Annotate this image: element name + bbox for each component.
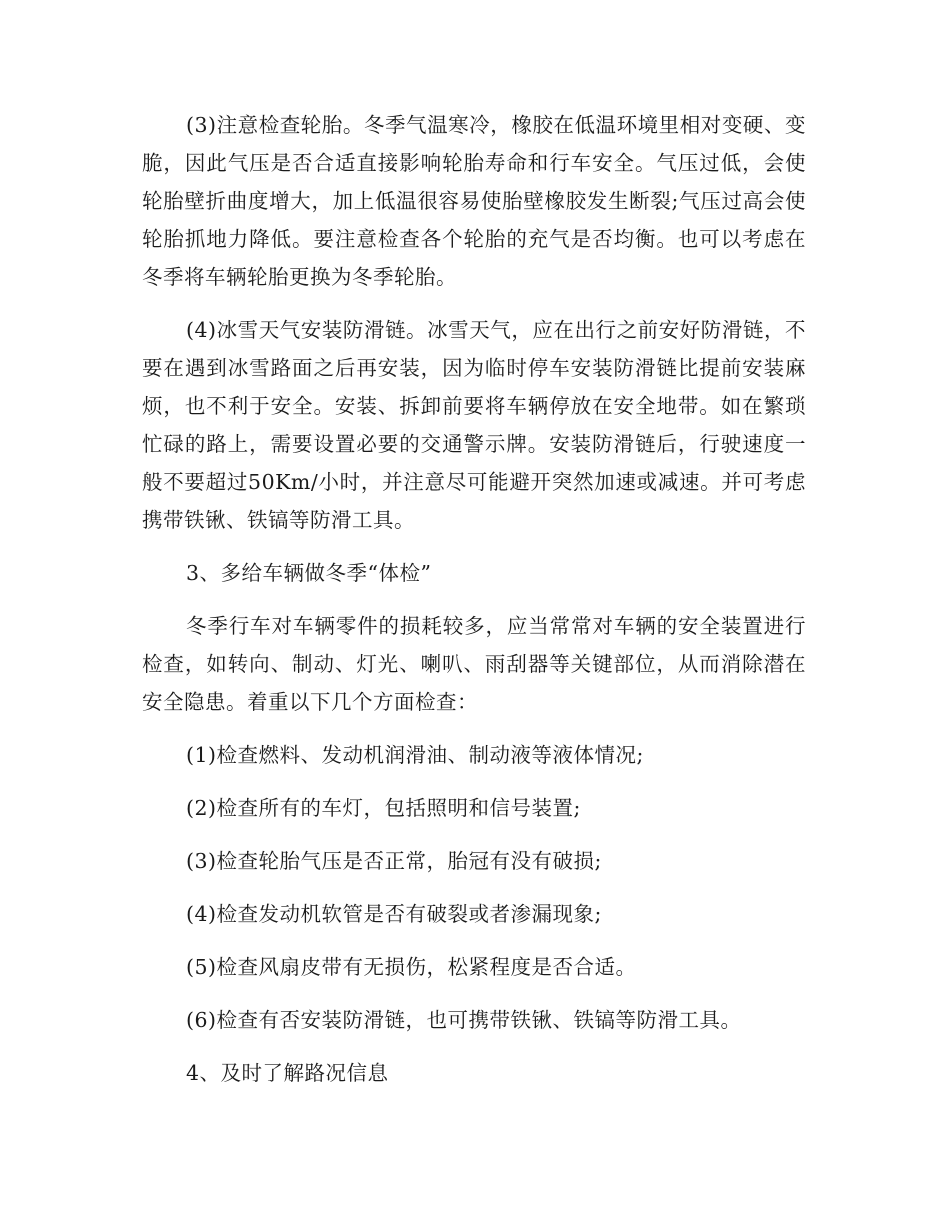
list-item-fluids: (1)检查燃料、发动机润滑油、制动液等液体情况; <box>186 743 644 767</box>
list-item-hoses: (4)检查发动机软管是否有破裂或者渗漏现象; <box>186 902 602 926</box>
list-item-tire-pressure: (3)检查轮胎气压是否正常，胎冠有没有破损; <box>186 849 602 873</box>
paragraph-snow-chains: (4)冰雪天气安装防滑链。冰雪天气，应在出行之前安好防滑链，不要在遇到冰雪路面之后再安装，因为临时停车安装防滑链比提前安装麻烦，也不利于安全。安装、拆卸前要将车辆停放在安全地带。如在繁琐忙碌的路上，需要设置必要的交通警示牌。安装防滑链后，行驶速度一般不要超过50Km/小时，并注意尽可能避开突然加速或减速。并可考虑携带铁锹、铁镐等防滑工具。 <box>142 318 806 532</box>
list-item-lights: (2)检查所有的车灯，包括照明和信号装置; <box>186 796 581 820</box>
section-heading-road-info: 4、及时了解路况信息 <box>186 1061 389 1085</box>
paragraph-checkup-intro: 冬季行车对车辆零件的损耗较多，应当常常对车辆的安全装置进行检查，如转向、制动、灯光、喇叭、雨刮器等关键部位，从而消除潜在安全隐患。着重以下几个方面检查： <box>142 614 806 714</box>
section-heading-winter-checkup: 3、多给车辆做冬季“体检” <box>186 561 432 585</box>
paragraph-tire-check: (3)注意检查轮胎。冬季气温寒冷，橡胶在低温环境里相对变硬、变脆，因此气压是否合适直接影响轮胎寿命和行车安全。气压过低，会使轮胎壁折曲度增大，加上低温很容易使胎壁橡胶发生断裂;气压过高会使轮胎抓地力降低。要注意检查各个轮胎的充气是否均衡。也可以考虑在冬季将车辆轮胎更换为冬季轮胎。 <box>142 113 806 289</box>
list-item-fan-belt: (5)检查风扇皮带有无损伤，松紧程度是否合适。 <box>186 955 637 979</box>
document-page <box>142 106 806 1107</box>
list-item-snow-chains: (6)检查有否安装防滑链，也可携带铁锹、铁镐等防滑工具。 <box>186 1008 742 1032</box>
